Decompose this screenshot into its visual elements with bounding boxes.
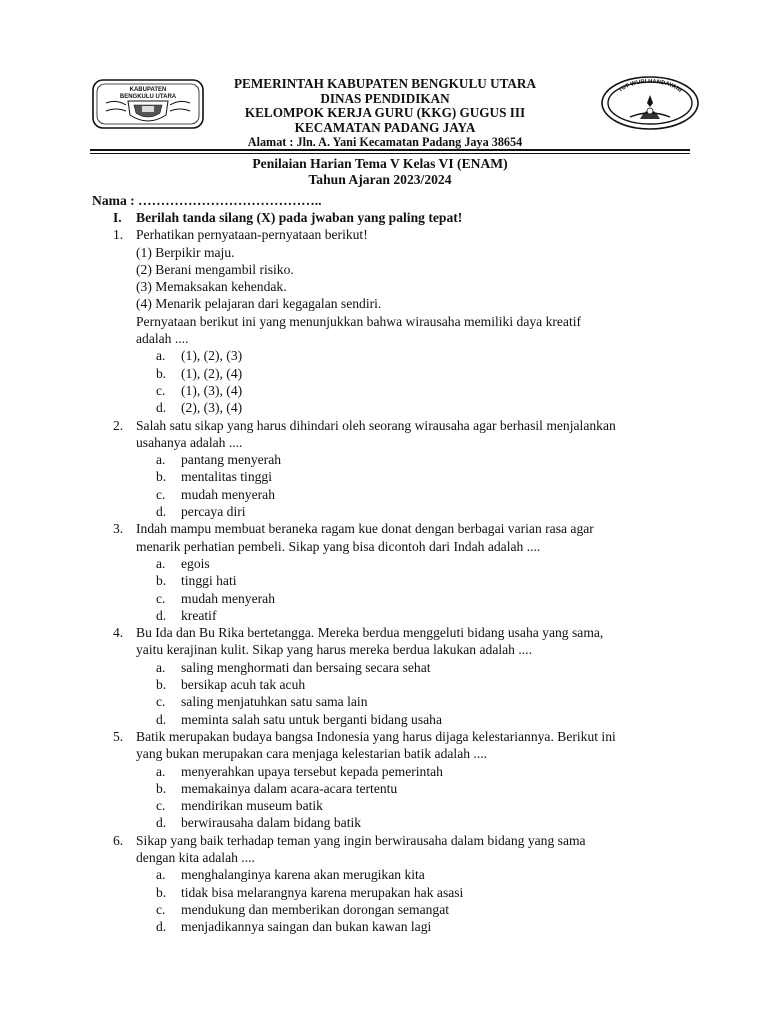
answer-option xyxy=(0,572,768,589)
question-text xyxy=(136,226,676,347)
option-letter: c. xyxy=(156,486,166,502)
question-item xyxy=(0,728,768,832)
answer-option xyxy=(0,451,768,468)
answer-option xyxy=(0,503,768,520)
letterhead-rule-thin xyxy=(90,153,690,154)
answer-option xyxy=(0,607,768,624)
option-letter: d. xyxy=(156,711,167,727)
answer-option xyxy=(0,901,768,918)
answer-option xyxy=(0,590,768,607)
option-letter: a. xyxy=(156,452,166,468)
answer-option xyxy=(0,347,768,364)
section-number: I. xyxy=(113,210,122,225)
question-line: menarik perhatian pembeli. Sikap yang bisa dicontoh dari Indah adalah .... xyxy=(136,538,541,554)
question-line: usahanya adalah .... xyxy=(136,434,243,450)
question-line: (2) Berani mengambil risiko. xyxy=(136,261,294,277)
option-letter: d. xyxy=(156,815,167,831)
question-line: Bu Ida dan Bu Rika bertetangga. Mereka berdua menggeluti bidang usaha yang sama, xyxy=(136,625,604,641)
answer-option xyxy=(0,884,768,901)
option-text: bersikap acuh tak acuh xyxy=(181,677,306,693)
questions-container xyxy=(0,226,768,935)
option-text: pantang menyerah xyxy=(181,452,282,468)
option-letter: c. xyxy=(156,901,166,917)
option-letter: b. xyxy=(156,469,167,485)
option-letter: b. xyxy=(156,677,167,693)
question-text xyxy=(136,417,676,452)
letterhead-line-4: KECAMATAN PADANG JAYA xyxy=(294,119,476,135)
exam-year: Tahun Ajaran 2023/2024 xyxy=(308,171,452,187)
letterhead-line-1: PEMERINTAH KABUPATEN BENGKULU UTARA xyxy=(234,76,536,91)
question-number: 3. xyxy=(113,521,124,537)
option-text: (1), (2), (3) xyxy=(181,348,243,364)
option-letter: d. xyxy=(156,607,167,623)
question-line: Batik merupakan budaya bangsa Indonesia yang harus dijaga kelestariannya. Berikut ini xyxy=(136,728,616,744)
question-line: adalah .... xyxy=(136,331,189,347)
answer-option xyxy=(0,693,768,710)
option-text: mudah menyerah xyxy=(181,486,275,502)
answer-option xyxy=(0,555,768,572)
question-text xyxy=(136,728,676,763)
answer-option xyxy=(0,780,768,797)
section-heading xyxy=(0,209,768,226)
option-text: memakainya dalam acara-acara tertentu xyxy=(181,780,398,796)
question-line: Pernyataan berikut ini yang menunjukkan bahwa wirausaha memiliki daya kreatif xyxy=(136,313,582,329)
question-list xyxy=(0,209,768,935)
name-field-label: Nama : ………………………………….. xyxy=(92,193,322,208)
question-number: 1. xyxy=(113,227,124,243)
option-text: menyerahkan upaya tersebut kepada pemerintah xyxy=(181,763,443,779)
question-text xyxy=(136,832,676,867)
question-item xyxy=(0,624,768,728)
question-line: (4) Menarik pelajaran dari kegagalan sendiri. xyxy=(136,296,382,312)
option-letter: d. xyxy=(156,400,167,416)
answer-option xyxy=(0,676,768,693)
question-text xyxy=(136,624,676,659)
question-item xyxy=(0,832,768,936)
exam-title-block xyxy=(150,156,610,187)
answer-option xyxy=(0,399,768,416)
option-text: saling menghormati dan bersaing secara sehat xyxy=(181,659,431,675)
option-text: tidak bisa melarangnya karena merupakan hak asasi xyxy=(181,884,464,900)
question-number: 2. xyxy=(113,417,124,433)
option-text: (1), (3), (4) xyxy=(181,382,243,398)
answer-option xyxy=(0,763,768,780)
svg-text:KABUPATEN: KABUPATEN xyxy=(129,87,167,93)
option-letter: d. xyxy=(156,504,167,520)
answer-option xyxy=(0,382,768,399)
question-text xyxy=(136,520,676,555)
question-item xyxy=(0,417,768,521)
question-number: 4. xyxy=(113,625,124,641)
answer-option xyxy=(0,468,768,485)
answer-option xyxy=(0,659,768,676)
question-item xyxy=(0,226,768,416)
answer-option xyxy=(0,365,768,382)
svg-text:TUT WURI HANDAYANI: TUT WURI HANDAYANI xyxy=(617,78,683,94)
option-letter: b. xyxy=(156,884,167,900)
option-text: (1), (2), (4) xyxy=(181,365,243,381)
tut-wuri-handayani-logo xyxy=(600,75,700,131)
answer-option xyxy=(0,918,768,935)
option-text: kreatif xyxy=(181,607,217,623)
letterhead-line-3: KELOMPOK KERJA GURU (KKG) GUGUS III xyxy=(244,105,526,120)
letterhead-rule-thick xyxy=(90,149,690,151)
option-letter: d. xyxy=(156,919,167,935)
svg-text:BENGKULU UTARA: BENGKULU UTARA xyxy=(119,94,177,100)
question-number: 6. xyxy=(113,832,124,848)
answer-option xyxy=(0,866,768,883)
letterhead-line-2: DINAS PENDIDIKAN xyxy=(320,90,450,106)
question-line: Salah satu sikap yang harus dihindari oleh seorang wirausaha agar berhasil menjalankan xyxy=(136,417,616,433)
section-instruction: Berilah tanda silang (X) pada jwaban yang paling tepat! xyxy=(136,210,463,225)
question-line: dengan kita adalah .... xyxy=(136,849,255,865)
option-text: mendukung dan memberikan dorongan semangat xyxy=(181,901,450,917)
kabupaten-logo xyxy=(92,79,204,129)
question-line: yang bukan merupakan cara menjaga kelestarian batik adalah .... xyxy=(136,746,488,762)
option-text: mentalitas tinggi xyxy=(181,469,272,485)
option-text: egois xyxy=(181,555,210,571)
option-letter: a. xyxy=(156,763,166,779)
option-text: menghalanginya karena akan merugikan kita xyxy=(181,867,425,883)
option-text: meminta salah satu untuk berganti bidang usaha xyxy=(181,711,442,727)
exam-title: Penilaian Harian Tema V Kelas VI (ENAM) xyxy=(252,156,508,171)
question-line: (1) Berpikir maju. xyxy=(136,244,235,260)
answer-option xyxy=(0,711,768,728)
question-line: Perhatikan pernyataan-pernyataan berikut! xyxy=(136,227,368,243)
option-letter: a. xyxy=(156,348,166,364)
answer-option xyxy=(0,486,768,503)
question-line: yaitu kerajinan kulit. Sikap yang harus mereka berdua lakukan adalah .... xyxy=(136,642,532,658)
option-text: menjadikannya saingan dan bukan kawan lagi xyxy=(181,919,432,935)
question-item xyxy=(0,520,768,624)
option-text: (2), (3), (4) xyxy=(181,400,243,416)
option-text: mendirikan museum batik xyxy=(181,798,323,814)
option-letter: b. xyxy=(156,780,167,796)
option-letter: b. xyxy=(156,365,167,381)
letterhead-address: Alamat : Jln. A. Yani Kecamatan Padang Jaya 38654 xyxy=(247,135,523,149)
question-number: 5. xyxy=(113,728,124,744)
option-text: tinggi hati xyxy=(181,573,237,589)
option-text: berwirausaha dalam bidang batik xyxy=(181,815,362,831)
answer-option xyxy=(0,797,768,814)
option-letter: c. xyxy=(156,694,166,710)
option-letter: c. xyxy=(156,590,166,606)
option-letter: a. xyxy=(156,867,166,883)
question-line: (3) Memaksakan kehendak. xyxy=(136,279,287,295)
question-line: Indah mampu membuat beraneka ragam kue donat dengan berbagai varian rasa agar xyxy=(136,521,594,537)
question-line: Sikap yang baik terhadap teman yang ingin berwirausaha dalam bidang yang sama xyxy=(136,832,586,848)
option-text: saling menjatuhkan satu sama lain xyxy=(181,694,368,710)
option-letter: c. xyxy=(156,382,166,398)
option-text: mudah menyerah xyxy=(181,590,275,606)
option-letter: b. xyxy=(156,573,167,589)
option-letter: c. xyxy=(156,798,166,814)
answer-option xyxy=(0,814,768,831)
option-letter: a. xyxy=(156,659,166,675)
option-letter: a. xyxy=(156,555,166,571)
option-text: percaya diri xyxy=(181,504,246,520)
letterhead xyxy=(210,77,560,150)
